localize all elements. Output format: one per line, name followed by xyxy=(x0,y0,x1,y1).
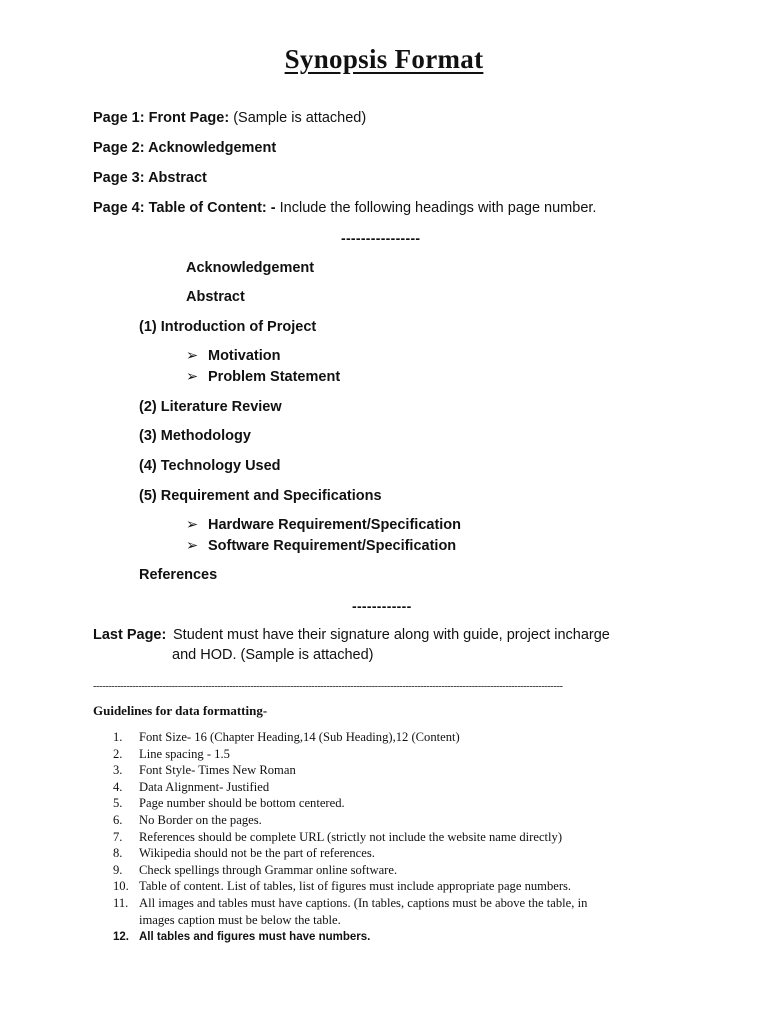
arrow-bullet-icon: ➢ xyxy=(186,348,199,364)
guideline-text: Font Size- 16 (Chapter Heading,14 (Sub Heading),12 (Content) xyxy=(139,730,460,744)
last-page-text-2: and HOD. (Sample is attached) xyxy=(172,647,374,663)
guideline-text: All tables and figures must have numbers. xyxy=(139,931,371,943)
arrow-bullet-icon: ➢ xyxy=(186,538,199,554)
page-3-line xyxy=(93,170,207,186)
arrow-bullet-icon: ➢ xyxy=(186,517,199,533)
toc-methodology: (3) Methodology xyxy=(139,428,251,444)
toc-abstract: Abstract xyxy=(186,289,245,305)
dash-divider-top: ---------------- xyxy=(341,230,421,246)
toc-references: References xyxy=(139,567,218,583)
dash-divider-bottom: ------------ xyxy=(352,598,412,614)
guideline-text: No Border on the pages. xyxy=(139,813,262,827)
guideline-number: 9. xyxy=(113,862,123,877)
guideline-number: 8. xyxy=(113,846,123,861)
guideline-text: images caption must be below the table. xyxy=(139,912,341,927)
guideline-number: 10. xyxy=(113,879,129,894)
guideline-number: 5. xyxy=(113,796,123,811)
toc-acknowledgement: Acknowledgement xyxy=(186,260,315,276)
page-3-label: Page 3: Abstract xyxy=(93,170,207,186)
toc-literature-review: (2) Literature Review xyxy=(139,399,282,415)
page-2-label: Page 2: Acknowledgement xyxy=(93,140,277,156)
toc-sub-software xyxy=(186,538,456,554)
toc-technology-used: (4) Technology Used xyxy=(139,458,281,474)
page-4-line xyxy=(93,200,596,216)
guideline-number: 12. xyxy=(113,931,129,943)
toc-sub-label: Software Requirement/Specification xyxy=(208,538,457,554)
guideline-number: 6. xyxy=(113,813,123,827)
guideline-text: Wikipedia should not be the part of references. xyxy=(139,846,375,861)
toc-introduction: (1) Introduction of Project xyxy=(139,319,317,335)
arrow-bullet-icon: ➢ xyxy=(186,369,199,385)
guideline-number: 1. xyxy=(113,730,123,744)
page-4-text: Include the following headings with page number. xyxy=(275,200,597,216)
section-separator: ----------------------------------------------------------------------------------------------------------------------------------------------------------- xyxy=(93,681,563,692)
guideline-number: 3. xyxy=(113,763,123,778)
page-1-line xyxy=(93,110,366,126)
guideline-number: 11. xyxy=(113,896,129,910)
page-title: Synopsis Format xyxy=(284,44,484,74)
guideline-text: All images and tables must have captions. (In tables, captions must be above the table, in xyxy=(139,896,588,910)
guideline-text: Check spellings through Grammar online software. xyxy=(139,862,398,877)
page-2-line xyxy=(93,140,276,156)
toc-sub-hardware xyxy=(186,517,461,533)
guideline-text: Table of content. List of tables, list of figures must include appropriate page numbers. xyxy=(139,879,572,894)
page-1-text: (Sample is attached) xyxy=(229,110,367,126)
toc-sub-problem-statement xyxy=(186,369,340,385)
toc-sub-motivation xyxy=(186,348,281,364)
toc-sub-label: Motivation xyxy=(208,348,281,364)
page-4-label: Page 4: Table of Content: - xyxy=(93,200,276,216)
toc-requirements: (5) Requirement and Specifications xyxy=(139,488,382,504)
guideline-text: Line spacing - 1.5 xyxy=(139,746,230,761)
guidelines-title: Guidelines for data formatting- xyxy=(93,703,268,718)
last-page-line-1 xyxy=(93,627,166,643)
guideline-text: Data Alignment- Justified xyxy=(139,779,270,794)
last-page-label: Last Page: xyxy=(93,627,167,643)
toc-sub-label: Problem Statement xyxy=(208,369,341,385)
guideline-number: 4. xyxy=(113,779,123,794)
last-page-text-1: Student must have their signature along with guide, project incharge xyxy=(173,627,610,643)
toc-sub-label: Hardware Requirement/Specification xyxy=(208,517,462,533)
guideline-text: Font Style- Times New Roman xyxy=(139,763,296,778)
guideline-number: 7. xyxy=(113,829,123,844)
guideline-number: 2. xyxy=(113,746,123,761)
page-1-label: Page 1: Front Page: xyxy=(93,110,230,126)
guideline-text: References should be complete URL (strictly not include the website name directly) xyxy=(139,829,563,844)
guideline-text: Page number should be bottom centered. xyxy=(139,796,345,811)
